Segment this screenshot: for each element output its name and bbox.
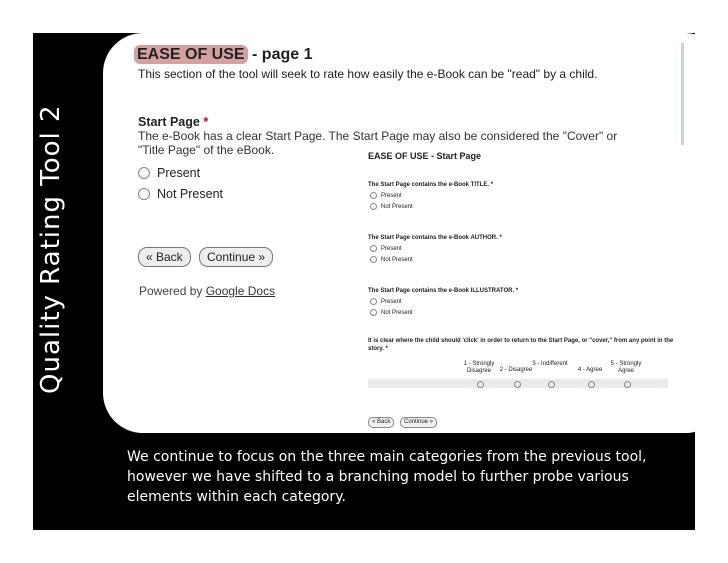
option-label: Present bbox=[381, 245, 402, 252]
option-label: Present bbox=[381, 298, 402, 305]
scale-radio-4[interactable] bbox=[588, 381, 595, 388]
question-title: The Start Page contains the e-Book TITLE. * bbox=[368, 182, 494, 188]
scale-radio-2[interactable] bbox=[514, 381, 521, 388]
q2-option-present[interactable] bbox=[370, 245, 402, 252]
radio-icon[interactable] bbox=[138, 167, 150, 179]
page-header bbox=[134, 46, 312, 64]
section-title-text: Start Page bbox=[138, 115, 200, 129]
option-label: Not Present bbox=[381, 256, 413, 263]
powered-prefix: Powered by bbox=[139, 284, 206, 298]
option-label: Not Present bbox=[157, 187, 224, 201]
radio-icon[interactable] bbox=[370, 192, 377, 199]
option-label: Present bbox=[157, 166, 201, 180]
question-navigation: It is clear where the child should 'click' in order to return to the Start Page, or "cover," from any point in the story. * bbox=[368, 338, 674, 352]
question-author: The Start Page contains the e-Book AUTHOR. * bbox=[368, 235, 502, 241]
form2-title: EASE OF USE - Start Page bbox=[368, 151, 482, 161]
scale-label: 2 - Disagree bbox=[499, 367, 533, 373]
q1-option-present[interactable] bbox=[370, 192, 402, 199]
q3-option-present[interactable] bbox=[370, 298, 402, 305]
back-button[interactable]: « Back bbox=[368, 417, 394, 428]
scale-label: 5 - Strongly Agree bbox=[610, 361, 642, 374]
radio-icon[interactable] bbox=[370, 245, 377, 252]
scale-label: 3 - Indifferent bbox=[532, 361, 568, 367]
radio-icon[interactable] bbox=[370, 256, 377, 263]
option-not-present[interactable] bbox=[138, 187, 223, 201]
option-label: Not Present bbox=[381, 309, 413, 316]
header-highlight: EASE OF USE bbox=[134, 45, 248, 64]
continue-button[interactable]: Continue » bbox=[400, 417, 437, 428]
page-subtitle: This section of the tool will seek to rate how easily the e-Book can be "read" by a child. bbox=[138, 67, 598, 81]
question-illustrator: The Start Page contains the e-Book ILLUSTRATOR. * bbox=[368, 288, 519, 294]
scale-radio-3[interactable] bbox=[548, 381, 555, 388]
section-description: The e-Book has a clear Start Page. The Start Page may also be considered the "Cover" or "Title Page" of the eBook. bbox=[138, 129, 618, 157]
form-page-2-overlay bbox=[344, 145, 694, 433]
option-label: Not Present bbox=[381, 203, 413, 210]
slide-title: Quality Rating Tool 2 bbox=[36, 104, 66, 394]
google-docs-link[interactable]: Google Docs bbox=[205, 284, 276, 298]
scale-radio-5[interactable] bbox=[624, 381, 631, 388]
q1-option-not-present[interactable] bbox=[370, 203, 413, 210]
back-button[interactable]: « Back bbox=[138, 247, 191, 267]
option-present[interactable] bbox=[138, 166, 200, 180]
radio-icon[interactable] bbox=[370, 203, 377, 210]
option-label: Present bbox=[381, 192, 402, 199]
header-rest: - page 1 bbox=[247, 46, 313, 63]
required-mark: * bbox=[203, 115, 209, 129]
scale-label: 1 - Strongly Disagree bbox=[463, 361, 495, 374]
section-title bbox=[138, 115, 208, 129]
scale-radio-1[interactable] bbox=[477, 381, 484, 388]
radio-icon[interactable] bbox=[370, 309, 377, 316]
powered-by bbox=[139, 284, 275, 298]
radio-icon[interactable] bbox=[370, 298, 377, 305]
q2-option-not-present[interactable] bbox=[370, 256, 413, 263]
radio-icon[interactable] bbox=[138, 188, 150, 200]
continue-button[interactable]: Continue » bbox=[199, 247, 273, 267]
scale-label: 4 - Agree bbox=[577, 367, 603, 373]
screenshot-panel bbox=[103, 33, 725, 433]
slide-caption: We continue to focus on the three main categories from the previous tool, however we have shifted to a branching model to further probe various elements within each category. bbox=[127, 449, 647, 505]
q3-option-not-present[interactable] bbox=[370, 309, 413, 316]
